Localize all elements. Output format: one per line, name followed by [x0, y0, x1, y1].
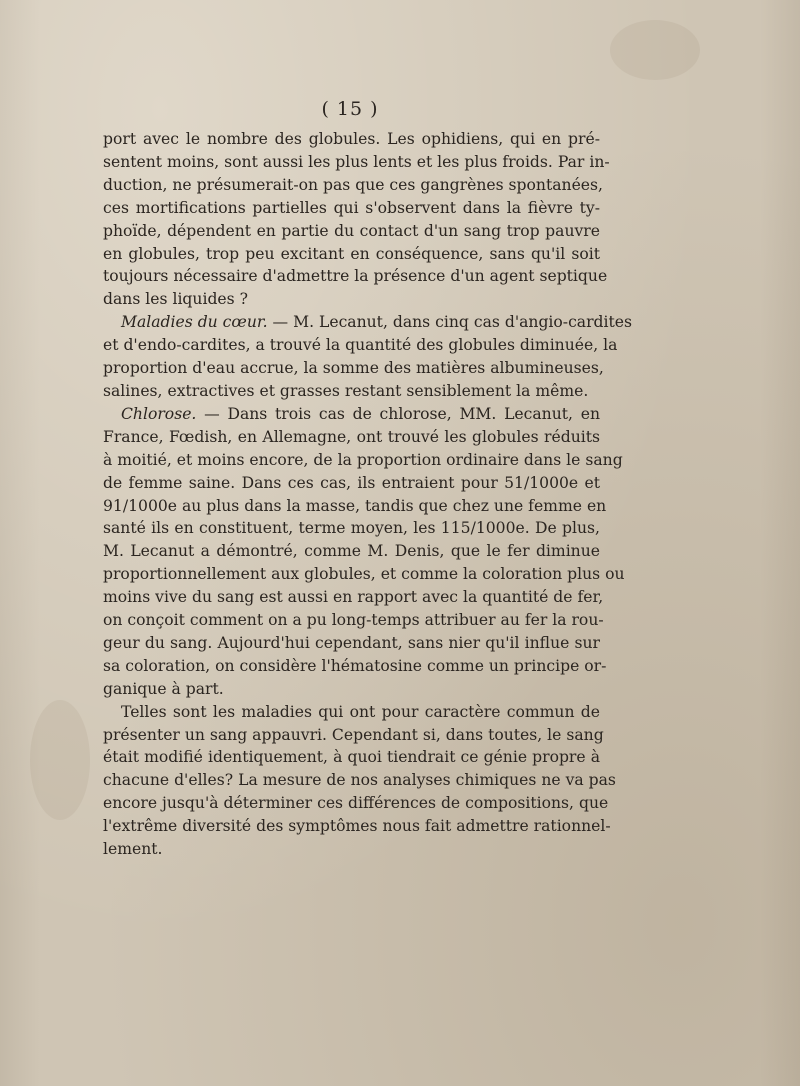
- text-line: M. Lecanut a démontré, comme M. Denis, que le fer diminue: [103, 542, 600, 561]
- text-line: était modifié identiquement, à quoi tiendrait ce génie propre à: [103, 748, 600, 767]
- text-line: ganique à part.: [103, 679, 224, 698]
- page-number: ( 15 ): [321, 98, 379, 120]
- text-line: France, Fœdish, en Allemagne, ont trouvé les globules réduits: [103, 427, 600, 446]
- text-line: présenter un sang appauvri. Cependant si, dans toutes, le sang: [103, 725, 604, 744]
- text-line: salines, extractives et grasses restant sensiblement la même.: [103, 381, 589, 400]
- text-fragment: — M. Lecanut, dans cinq cas d'angio-cardites: [267, 313, 633, 332]
- section-heading: Chlorose.: [121, 404, 197, 423]
- text-line: toujours nécessaire d'admettre la présence d'un agent septique: [103, 267, 608, 286]
- text-line: sentent moins, sont aussi les plus lents et les plus froids. Par in-: [103, 152, 610, 171]
- text-line: en globules, trop peu excitant en conséquence, sans qu'il soit: [103, 244, 600, 263]
- text-line: et d'endo-cardites, a trouvé la quantité des globules diminuée, la: [103, 336, 618, 355]
- text-line: 91/1000e au plus dans la masse, tandis que chez une femme en: [103, 496, 607, 515]
- text-line: moins vive du sang est aussi en rapport avec la quantité de fer,: [103, 588, 604, 607]
- section-heading: Maladies du cœur.: [121, 313, 268, 332]
- text-line: ces mortifications partielles qui s'observent dans la fièvre ty-: [103, 198, 600, 217]
- text-fragment: — Dans trois cas de chlorose, MM. Lecanut, en: [196, 404, 600, 423]
- paper-stain: [30, 700, 90, 820]
- text-line: de femme saine. Dans ces cas, ils entraient pour 51/1000e et: [103, 473, 600, 492]
- paper-stain: [610, 20, 700, 80]
- text-line: encore jusqu'à déterminer ces différences de compositions, que: [103, 794, 609, 813]
- text-line: à moitié, et moins encore, de la proportion ordinaire dans le sang: [103, 450, 623, 469]
- paragraph: [103, 403, 625, 701]
- text-line: proportion d'eau accrue, la somme des matières albumineuses,: [103, 359, 604, 378]
- text-line: lement.: [103, 840, 163, 859]
- paragraph: [103, 311, 633, 403]
- text-line: l'extrême diversité des symptômes nous fait admettre rationnel-: [103, 817, 611, 836]
- paragraph: [103, 701, 616, 861]
- text-line: dans les liquides ?: [103, 290, 248, 309]
- text-line: phoïde, dépendent en partie du contact d'un sang trop pauvre: [103, 221, 600, 240]
- text-line: [103, 403, 600, 426]
- text-line: on conçoit comment on a pu long-temps attribuer au fer la rou-: [103, 611, 604, 630]
- text-line: sa coloration, on considère l'hématosine comme un principe or-: [103, 656, 607, 675]
- text-line: chacune d'elles? La mesure de nos analyses chimiques ne va pas: [103, 771, 616, 790]
- text-line: santé ils en constituent, terme moyen, les 115/1000e. De plus,: [103, 519, 600, 538]
- text-line: [103, 311, 633, 334]
- text-line: port avec le nombre des globules. Les ophidiens, qui en pré-: [103, 130, 600, 148]
- text-line: duction, ne présumerait-on pas que ces gangrènes spontanées,: [103, 175, 603, 194]
- text-line: proportionnellement aux globules, et comme la coloration plus ou: [103, 565, 625, 584]
- body-text: [103, 128, 633, 861]
- text-line: geur du sang. Aujourd'hui cependant, sans nier qu'il influe sur: [103, 633, 600, 652]
- paragraph: [103, 128, 610, 311]
- text-line: Telles sont les maladies qui ont pour caractère commun de: [121, 702, 600, 721]
